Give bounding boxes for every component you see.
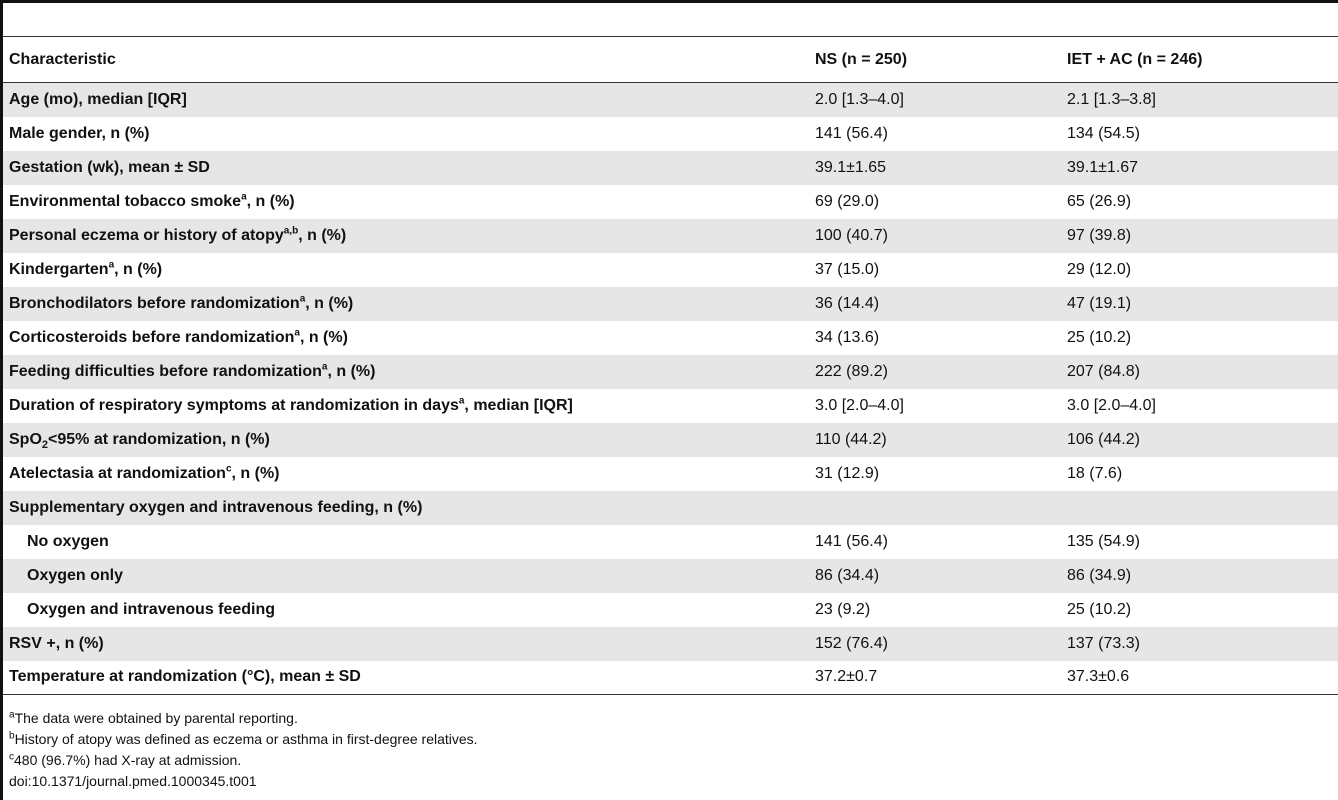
header-iet-ac: IET + AC (n = 246): [1067, 50, 1203, 68]
table-row: [3, 287, 1338, 321]
cell-ns: 37 (15.0): [815, 260, 880, 278]
table-row: [3, 83, 1338, 117]
cell-iet-ac: 25 (10.2): [1067, 600, 1132, 618]
cell-ns: 3.0 [2.0–4.0]: [815, 396, 904, 414]
header-characteristic: Characteristic: [9, 50, 116, 68]
cell-ns: 152 (76.4): [815, 634, 888, 652]
row-label: Environmental tobacco smoke$^a$, n (%): [9, 191, 295, 210]
cell-ns: 141 (56.4): [815, 532, 888, 550]
table-row: [3, 117, 1338, 151]
row-label: Atelectasia at randomization$^c$, n (%): [9, 463, 280, 482]
row-label: Feeding difficulties before randomization$^a$, n (%): [9, 361, 376, 380]
row-label: Duration of respiratory symptoms at randomization in days$^a$, median [IQR]: [9, 395, 573, 414]
table-row: [3, 219, 1338, 253]
row-label: Male gender, n (%): [9, 124, 150, 142]
table-row: [3, 423, 1338, 457]
cell-ns: 110 (44.2): [815, 430, 887, 448]
row-label: Oxygen only: [27, 566, 124, 584]
cell-iet-ac: 18 (7.6): [1067, 464, 1123, 482]
row-label: RSV +, n (%): [9, 634, 104, 652]
table-row: [3, 525, 1338, 559]
table-row: [3, 559, 1338, 593]
cell-ns: 37.2±0.7: [815, 668, 878, 686]
table-row: [3, 627, 1338, 661]
cell-iet-ac: 134 (54.5): [1067, 124, 1140, 142]
cell-iet-ac: 135 (54.9): [1067, 532, 1140, 550]
row-label: Personal eczema or history of atopy$^{a,b}$, n (%): [9, 225, 347, 244]
cell-ns: 141 (56.4): [815, 124, 888, 142]
cell-ns: 36 (14.4): [815, 294, 880, 312]
cell-ns: 39.1±1.65: [815, 158, 887, 176]
row-label: Oxygen and intravenous feeding: [27, 600, 276, 618]
row-label: Gestation (wk), mean ± SD: [9, 158, 210, 176]
doi: doi:10.1371/journal.pmed.1000345.t001: [9, 773, 257, 789]
cell-ns: 34 (13.6): [815, 328, 880, 346]
row-label: Bronchodilators before randomization$^a$, n (%): [9, 293, 354, 312]
table-row: [3, 491, 1338, 525]
row-label: Corticosteroids before randomization$^a$, n (%): [9, 327, 348, 346]
table-row: [3, 389, 1338, 423]
cell-iet-ac: 39.1±1.67: [1067, 158, 1139, 176]
cell-ns: [809, 491, 1061, 525]
cell-ns: 69 (29.0): [815, 192, 880, 210]
cell-iet-ac: 106 (44.2): [1067, 430, 1140, 448]
header-row: [3, 37, 1338, 83]
row-label: Kindergarten$^a$, n (%): [9, 259, 163, 278]
footnote-b: $^b$History of atopy was defined as eczema or asthma in first-degree relatives.: [9, 730, 478, 747]
cell-iet-ac: 25 (10.2): [1067, 328, 1132, 346]
table-footer: [9, 708, 478, 792]
row-label: No oxygen: [27, 532, 109, 550]
cell-iet-ac: [1061, 491, 1338, 525]
cell-ns: 23 (9.2): [815, 600, 871, 618]
table-body: [3, 83, 1338, 695]
table-row: [3, 321, 1338, 355]
table-row: [3, 253, 1338, 287]
table-row: [3, 355, 1338, 389]
cell-iet-ac: 137 (73.3): [1067, 634, 1140, 652]
cell-ns: 222 (89.2): [815, 362, 888, 380]
cell-iet-ac: 3.0 [2.0–4.0]: [1067, 396, 1156, 414]
cell-iet-ac: 97 (39.8): [1067, 226, 1132, 244]
table-row: [3, 457, 1338, 491]
row-label: Age (mo), median [IQR]: [9, 90, 187, 108]
footnote-c: $^c$480 (96.7%) had X-ray at admission.: [9, 751, 242, 768]
cell-iet-ac: 86 (34.9): [1067, 566, 1132, 584]
footnote-a: $^a$The data were obtained by parental reporting.: [9, 709, 298, 726]
cell-iet-ac: 65 (26.9): [1067, 192, 1132, 210]
table-row: [3, 185, 1338, 219]
table-row: [3, 593, 1338, 627]
table-row: [3, 661, 1338, 695]
cell-ns: 86 (34.4): [815, 566, 880, 584]
row-label: Supplementary oxygen and intravenous feeding, n (%): [9, 498, 423, 516]
header-ns: NS (n = 250): [815, 50, 908, 68]
cell-iet-ac: 37.3±0.6: [1067, 668, 1130, 686]
cell-ns: 100 (40.7): [815, 226, 888, 244]
row-label: SpO$_2$<95% at randomization, n (%): [9, 430, 270, 451]
cell-ns: 2.0 [1.3–4.0]: [815, 90, 904, 108]
cell-iet-ac: 47 (19.1): [1067, 294, 1132, 312]
row-label: Temperature at randomization (°C), mean ± SD: [9, 668, 361, 686]
characteristics-table: [3, 36, 1338, 695]
cell-ns: 31 (12.9): [815, 464, 880, 482]
table-row: [3, 151, 1338, 185]
cell-iet-ac: 29 (12.0): [1067, 260, 1132, 278]
cell-iet-ac: 207 (84.8): [1067, 362, 1140, 380]
cell-iet-ac: 2.1 [1.3–3.8]: [1067, 90, 1156, 108]
